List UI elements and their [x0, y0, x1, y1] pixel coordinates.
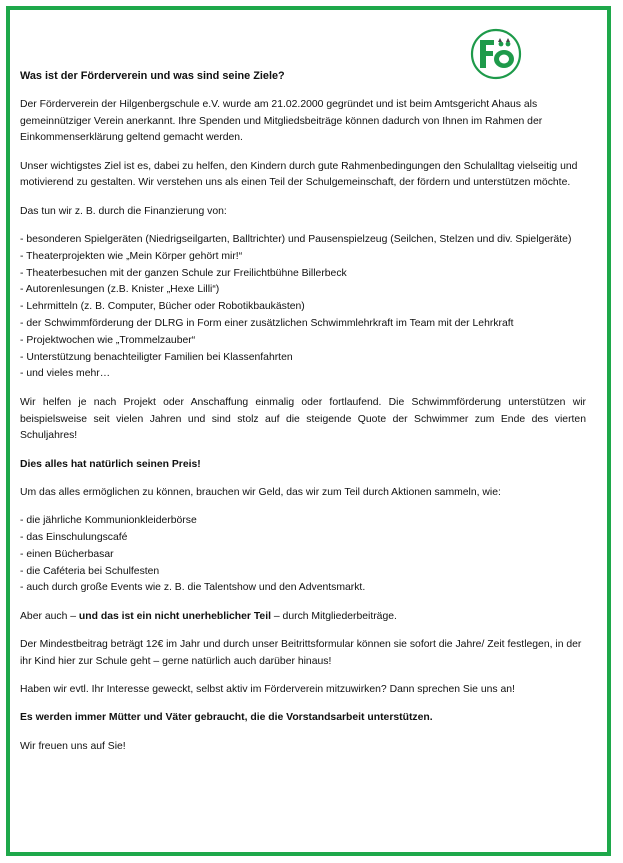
- list-item: - besonderen Spielgeräten (Niedrigseilgarten, Balltrichter) und Pausenspielzeug (Seilchen, Stelzen und div. Spielgeräte): [20, 232, 586, 249]
- paragraph-price: Dies alles hat natürlich seinen Preis!: [20, 458, 201, 470]
- paragraph-financing-intro: Das tun wir z. B. durch die Finanzierung von:: [20, 205, 227, 217]
- paragraph-goal: Unser wichtigstes Ziel ist es, dabei zu helfen, den Kindern durch gute Rahmenbedingungen den Schulalltag vielseitig und motivierend zu gestalten. Wir verstehen uns als einen Teil der Schulgemeinschaft, der fördern und unterstützen möchte.: [20, 160, 578, 189]
- list-item: - einen Bücherbasar: [20, 547, 586, 564]
- financing-list: [20, 232, 586, 383]
- list-item: - auch durch große Events wie z. B. die Talentshow und den Adventsmarkt.: [20, 580, 586, 597]
- paragraph-interest: Haben wir evtl. Ihr Interesse geweckt, selbst aktiv im Förderverein mitzuwirken? Dann sprechen Sie uns an!: [20, 684, 515, 696]
- paragraph-membership: Aber auch – und das ist ein nicht unerheblicher Teil – durch Mitgliederbeiträge.: [20, 610, 397, 622]
- page-title: Was ist der Förderverein und was sind seine Ziele?: [20, 70, 285, 82]
- paragraph-board: Es werden immer Mütter und Väter gebraucht, die die Vorstandsarbeit unterstützen.: [20, 712, 433, 724]
- list-item: - die jährliche Kommunionkleiderbörse: [20, 513, 586, 530]
- list-item: - der Schwimmförderung der DLRG in Form einer zusätzlichen Schwimmlehrkraft im Team mit der Lehrkraft: [20, 316, 586, 333]
- emphasis-text: und das ist ein nicht unerheblicher Teil: [78, 610, 271, 622]
- list-item: - Theaterbesuchen mit der ganzen Schule zur Freilichtbühne Billerbeck: [20, 266, 586, 283]
- paragraph-money: Um das alles ermöglichen zu können, brauchen wir Geld, das wir zum Teil durch Aktionen sammeln, wie:: [20, 486, 501, 498]
- list-item: - Theaterprojekten wie „Mein Körper gehört mir!“: [20, 249, 586, 266]
- document-body: [20, 68, 586, 767]
- list-item: - die Caféteria bei Schulfesten: [20, 564, 586, 581]
- actions-list: [20, 513, 586, 597]
- list-item: - das Einschulungscafé: [20, 530, 586, 547]
- list-item: - und vieles mehr…: [20, 366, 586, 383]
- list-item: - Autorenlesungen (z.B. Knister „Hexe Lilli“): [20, 282, 586, 299]
- paragraph-closing: Wir freuen uns auf Sie!: [20, 740, 126, 752]
- list-item: - Lehrmitteln (z. B. Computer, Bücher oder Robotikbaukästen): [20, 299, 586, 316]
- list-item: - Projektwochen wie „Trommelzauber“: [20, 333, 586, 350]
- list-item: - Unterstützung benachteiligter Familien bei Klassenfahrten: [20, 350, 586, 367]
- paragraph-founding: Der Förderverein der Hilgenbergschule e.V. wurde am 21.02.2000 gegründet und ist beim Amtsgericht Ahaus als gemeinnütziger Verein anerkannt. Ihre Spenden und Mitgliedsbeiträge können dadurch von Ihnen im Rahmen der Einkommenserklärung geltend gemacht werden.: [20, 98, 543, 144]
- paragraph-fee: Der Mindestbeitrag beträgt 12€ im Jahr und durch unser Beitrittsformular können sie sofort die Jahre/ Zeit festlegen, in der ihr Kind hier zur Schule geht – gerne natürlich auch darüber hinaus!: [20, 639, 582, 667]
- paragraph-help: Wir helfen je nach Projekt oder Anschaffung einmalig oder fortlaufend. Die Schwimmförderung unterstützen wir beispielsweise seit vielen Jahren und sind stolz auf die steigende Quote der Schwimmer zum Ende des vierten Schuljahres!: [20, 396, 586, 442]
